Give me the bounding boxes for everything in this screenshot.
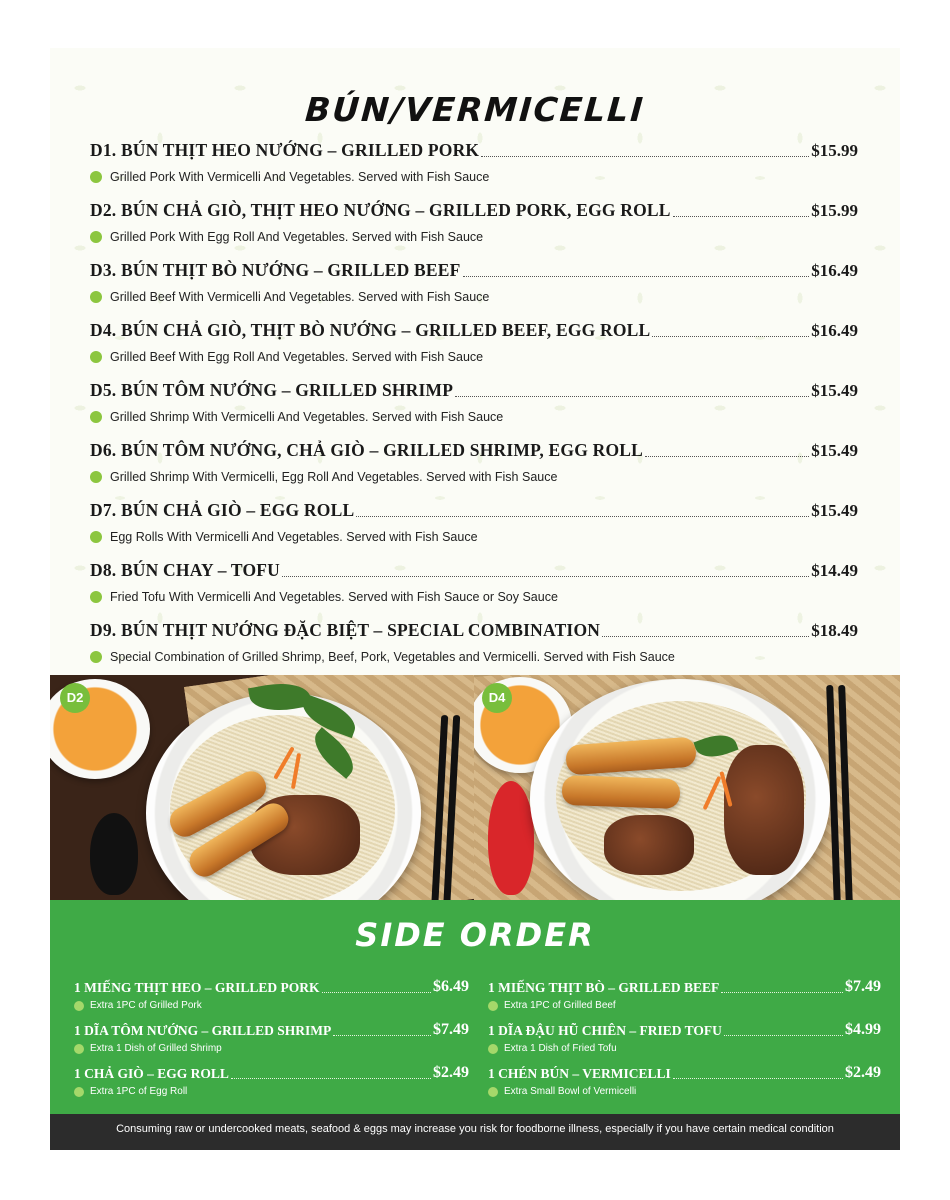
dotted-leader: [322, 992, 431, 993]
menu-item-d5: [90, 377, 858, 437]
dotted-leader: [724, 1035, 843, 1036]
item-description: Grilled Pork With Vermicelli And Vegetables. Served with Fish Sauce: [110, 170, 490, 184]
bullet-icon: [488, 1001, 498, 1011]
item-name: D2. BÚN CHẢ GIÒ, THỊT HEO NƯỚNG – GRILLED PORK, EGG ROLL: [90, 200, 671, 220]
side-item: [488, 1019, 881, 1062]
item-price: $16.49: [811, 321, 858, 340]
menu-item-d8: [90, 557, 858, 617]
item-price: $18.49: [811, 621, 858, 640]
photo-d2-dish: [50, 675, 474, 900]
side-order-title: SIDE ORDER: [355, 916, 595, 954]
item-description: Grilled Shrimp With Vermicelli And Vegetables. Served with Fish Sauce: [110, 410, 504, 424]
item-price: $15.99: [811, 141, 858, 160]
dotted-leader: [282, 576, 809, 577]
side-item-description: Extra 1 Dish of Grilled Shrimp: [90, 1043, 222, 1054]
dotted-leader: [721, 992, 843, 993]
section-title: BÚN/VERMICELLI: [303, 90, 647, 129]
item-price: $14.49: [811, 561, 858, 580]
grilled-beef: [604, 815, 694, 875]
item-name: D5. BÚN TÔM NƯỚNG – GRILLED SHRIMP: [90, 380, 454, 400]
menu-item-d1: [90, 137, 858, 197]
side-order-column-right: [488, 976, 881, 1105]
menu-item-d9: [90, 617, 858, 677]
side-item: [488, 1062, 881, 1105]
bullet-icon: [488, 1044, 498, 1054]
bullet-icon: [90, 531, 102, 543]
bullet-icon: [90, 231, 102, 243]
side-item: [488, 976, 881, 1019]
side-item-price: $6.49: [433, 978, 469, 995]
side-item-description: Extra 1PC of Egg Roll: [90, 1086, 188, 1097]
black-spoon: [90, 813, 138, 895]
item-description: Egg Rolls With Vermicelli And Vegetables. Served with Fish Sauce: [110, 530, 478, 544]
red-spoon: [488, 781, 534, 895]
disclaimer-footer: Consuming raw or undercooked meats, seafood & eggs may increase you risk for foodborne illness, especially if you have certain medical condition: [50, 1114, 900, 1150]
side-item-description: Extra 1PC of Grilled Beef: [504, 1000, 616, 1011]
menu-list: [90, 137, 858, 677]
side-item-price: $2.49: [845, 1064, 881, 1081]
side-item-description: Extra 1PC of Grilled Pork: [90, 1000, 202, 1011]
dotted-leader: [231, 1078, 431, 1079]
bullet-icon: [90, 291, 102, 303]
menu-item-d3: [90, 257, 858, 317]
side-item-name: 1 CHÉN BÚN – VERMICELLI: [488, 1066, 671, 1081]
item-price: $15.49: [811, 441, 858, 460]
item-name: D6. BÚN TÔM NƯỚNG, CHẢ GIÒ – GRILLED SHRIMP, EGG ROLL: [90, 440, 643, 460]
dotted-leader: [463, 276, 810, 277]
side-item-name: 1 DĨA ĐẬU HŨ CHIÊN – FRIED TOFU: [488, 1023, 722, 1038]
dotted-leader: [652, 336, 809, 337]
side-item-price: $2.49: [433, 1064, 469, 1081]
side-item: [74, 1062, 469, 1105]
item-price: $15.99: [811, 201, 858, 220]
photo-badge: D4: [482, 683, 512, 713]
bullet-icon: [90, 471, 102, 483]
bullet-icon: [90, 171, 102, 183]
menu-item-d6: [90, 437, 858, 497]
photo-badge: D2: [60, 683, 90, 713]
bullet-icon: [90, 411, 102, 423]
dotted-leader: [333, 1035, 431, 1036]
item-price: $15.49: [811, 501, 858, 520]
dotted-leader: [356, 516, 809, 517]
side-item: [74, 1019, 469, 1062]
dotted-leader: [645, 456, 809, 457]
item-name: D9. BÚN THỊT NƯỚNG ĐẶC BIỆT – SPECIAL COMBINATION: [90, 620, 601, 640]
item-price: $16.49: [811, 261, 858, 280]
dotted-leader: [481, 156, 809, 157]
side-item-price: $4.99: [845, 1021, 881, 1038]
item-description: Grilled Shrimp With Vermicelli, Egg Roll And Vegetables. Served with Fish Sauce: [110, 470, 558, 484]
side-item-description: Extra 1 Dish of Fried Tofu: [504, 1043, 617, 1054]
item-name: D1. BÚN THỊT HEO NƯỚNG – GRILLED PORK: [90, 140, 480, 160]
item-name: D3. BÚN THỊT BÒ NƯỚNG – GRILLED BEEF: [90, 260, 461, 280]
bullet-icon: [90, 591, 102, 603]
side-item-name: 1 MIẾNG THỊT HEO – GRILLED PORK: [74, 980, 320, 995]
side-item-name: 1 DĨA TÔM NƯỚNG – GRILLED SHRIMP: [74, 1023, 332, 1038]
item-description: Grilled Beef With Vermicelli And Vegetables. Served with Fish Sauce: [110, 290, 490, 304]
photo-d4-dish: [474, 675, 900, 900]
dotted-leader: [673, 216, 810, 217]
menu-item-d7: [90, 497, 858, 557]
bullet-icon: [90, 651, 102, 663]
dotted-leader: [602, 636, 809, 637]
grilled-beef: [724, 745, 804, 875]
item-description: Grilled Pork With Egg Roll And Vegetables. Served with Fish Sauce: [110, 230, 484, 244]
item-description: Special Combination of Grilled Shrimp, Beef, Pork, Vegetables and Vermicelli. Served with Fish Sauce: [110, 650, 675, 664]
item-description: Fried Tofu With Vermicelli And Vegetables. Served with Fish Sauce or Soy Sauce: [110, 590, 558, 604]
side-order-column-left: [74, 976, 469, 1105]
dotted-leader: [455, 396, 809, 397]
bullet-icon: [488, 1087, 498, 1097]
dotted-leader: [673, 1078, 843, 1079]
side-order-section: [50, 900, 900, 1114]
item-name: D4. BÚN CHẢ GIÒ, THỊT BÒ NƯỚNG – GRILLED BEEF, EGG ROLL: [90, 320, 651, 340]
side-item: [74, 976, 469, 1019]
egg-roll: [562, 775, 681, 809]
menu-item-d4: [90, 317, 858, 377]
side-item-price: $7.49: [845, 978, 881, 995]
menu-page: [50, 48, 900, 1150]
item-name: D8. BÚN CHAY – TOFU: [90, 560, 281, 580]
item-price: $15.49: [811, 381, 858, 400]
bullet-icon: [74, 1001, 84, 1011]
side-item-name: 1 CHẢ GIÒ – EGG ROLL: [74, 1066, 229, 1081]
item-name: D7. BÚN CHẢ GIÒ – EGG ROLL: [90, 500, 355, 520]
item-description: Grilled Beef With Egg Roll And Vegetables. Served with Fish Sauce: [110, 350, 484, 364]
side-item-description: Extra Small Bowl of Vermicelli: [504, 1086, 637, 1097]
menu-item-d2: [90, 197, 858, 257]
bullet-icon: [90, 351, 102, 363]
side-item-price: $7.49: [433, 1021, 469, 1038]
vermicelli-section: [50, 48, 900, 675]
side-item-name: 1 MIẾNG THỊT BÒ – GRILLED BEEF: [488, 980, 720, 995]
bullet-icon: [74, 1044, 84, 1054]
bullet-icon: [74, 1087, 84, 1097]
